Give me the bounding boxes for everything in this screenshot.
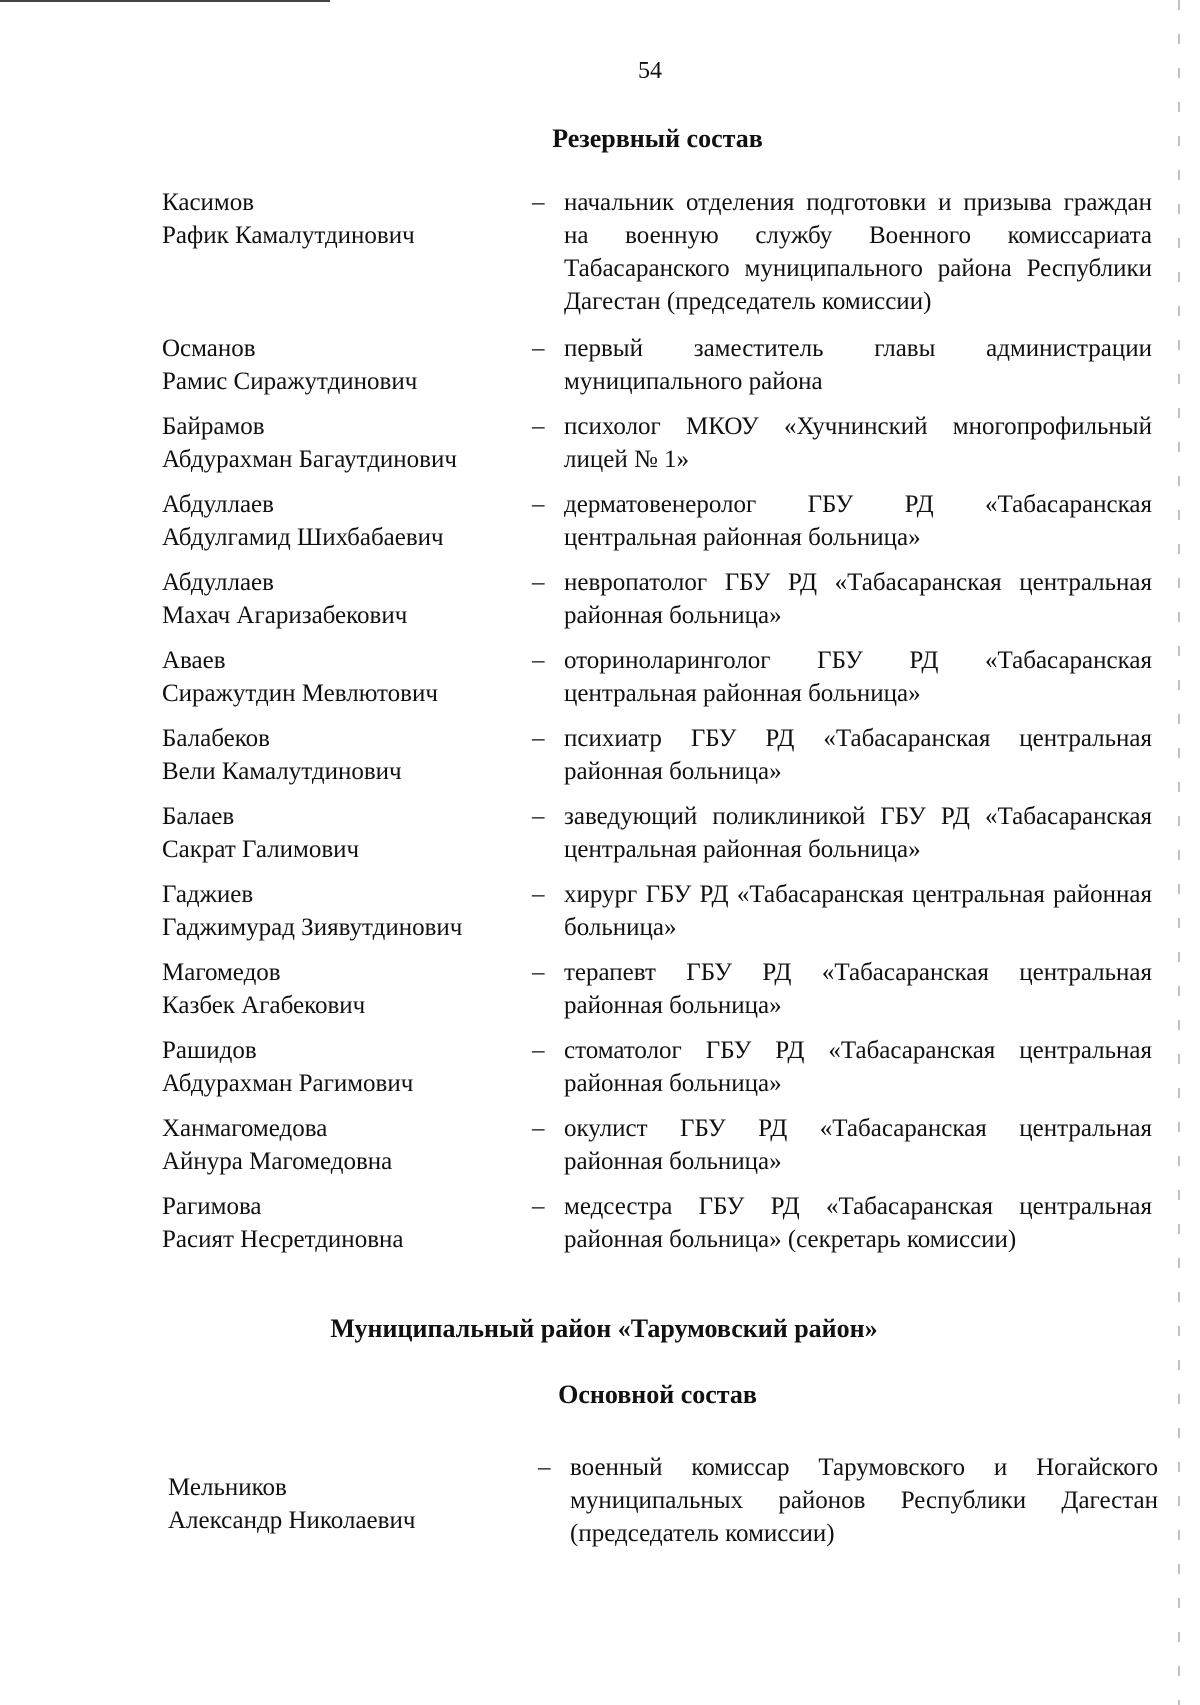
member-surname: Балабеков	[162, 725, 270, 752]
member-surname: Абдуллаев	[162, 569, 274, 596]
district-heading: Муниципальный район «Тарумовский район»	[330, 1314, 878, 1343]
member-name	[162, 956, 532, 1022]
list-item	[162, 1112, 1152, 1178]
section-heading-main: Основной состав	[558, 1380, 757, 1409]
member-given-name: Сиражутдин Мевлютович	[162, 680, 438, 707]
list-item	[162, 800, 1152, 866]
member-surname: Рагимова	[162, 1193, 262, 1220]
section-heading-reserve: Резервный состав	[552, 124, 763, 153]
list-item	[168, 1451, 1158, 1550]
member-given-name: Рамис Сиражутдинович	[162, 368, 418, 395]
member-given-name: Сакрат Галимович	[162, 836, 360, 863]
member-role: дерматовенеролог ГБУ РД «Табасаранская центральная районная больница»	[564, 491, 1152, 551]
dash-separator: –	[532, 1115, 545, 1142]
member-name	[162, 186, 532, 252]
dash-separator: –	[538, 1454, 551, 1481]
member-role: оториноларинголог ГБУ РД «Табасаранская центральная районная больница»	[564, 647, 1152, 707]
dash-separator: –	[532, 881, 545, 908]
member-given-name: Рафик Камалутдинович	[162, 222, 415, 249]
dash-separator: –	[532, 803, 545, 830]
list-item	[162, 1190, 1152, 1256]
dash-separator: –	[532, 335, 545, 362]
member-name	[162, 488, 532, 554]
member-role: заведующий поликлиникой ГБУ РД «Табасаранская центральная районная больница»	[564, 803, 1152, 863]
list-item	[162, 410, 1152, 476]
member-name	[162, 566, 532, 632]
dash-separator: –	[532, 1193, 545, 1220]
member-name	[168, 1451, 538, 1537]
dash-separator: –	[532, 413, 545, 440]
member-given-name: Абдурахман Рагимович	[162, 1070, 414, 1097]
list-item	[162, 956, 1152, 1022]
list-item	[162, 332, 1152, 398]
member-name	[162, 1034, 532, 1100]
member-name	[162, 722, 532, 788]
member-surname: Ханмагомедова	[162, 1115, 328, 1142]
dash-separator: –	[532, 1037, 545, 1064]
dash-separator: –	[532, 959, 545, 986]
list-item	[162, 566, 1152, 632]
member-given-name: Абдулгамид Шихбабаевич	[162, 524, 444, 551]
dash-separator: –	[532, 491, 545, 518]
member-role: психолог МКОУ «Хучнинский многопрофильный лицей № 1»	[564, 413, 1152, 473]
member-role: хирург ГБУ РД «Табасаранская центральная районная больница»	[564, 881, 1152, 941]
list-item	[162, 644, 1152, 710]
list-item	[162, 722, 1152, 788]
member-surname: Мельников	[168, 1474, 287, 1501]
dash-separator: –	[532, 647, 545, 674]
main-members-list	[168, 1451, 1158, 1562]
reserve-members-list	[162, 186, 1152, 1268]
dash-separator: –	[532, 725, 545, 752]
member-surname: Балаев	[162, 803, 235, 830]
member-role: терапевт ГБУ РД «Табасаранская центральная районная больница»	[564, 959, 1152, 1019]
member-given-name: Вели Камалутдинович	[162, 758, 402, 785]
member-surname: Магомедов	[162, 959, 281, 986]
list-item	[162, 1034, 1152, 1100]
member-given-name: Александр Николаевич	[168, 1507, 416, 1534]
member-given-name: Казбек Агабекович	[162, 992, 366, 1019]
member-surname: Аваев	[162, 647, 226, 674]
member-given-name: Расият Несретдиновна	[162, 1226, 404, 1253]
scan-edge-marks	[1178, 0, 1180, 1705]
member-role: стоматолог ГБУ РД «Табасаранская центральная районная больница»	[564, 1037, 1152, 1097]
member-role: психиатр ГБУ РД «Табасаранская центральная районная больница»	[564, 725, 1152, 785]
member-given-name: Махач Агаризабекович	[162, 602, 408, 629]
member-role: первый заместитель главы администрации муниципального района	[564, 335, 1152, 395]
member-given-name: Абдурахман Багаутдинович	[162, 446, 457, 473]
member-name	[162, 1112, 532, 1178]
member-role: военный комиссар Тарумовского и Ногайского муниципальных районов Республики Дагестан (председатель комиссии)	[570, 1454, 1158, 1547]
member-role: невропатолог ГБУ РД «Табасаранская центральная районная больница»	[564, 569, 1152, 629]
member-surname: Байрамов	[162, 413, 265, 440]
member-name	[162, 644, 532, 710]
member-name	[162, 410, 532, 476]
member-name	[162, 878, 532, 944]
member-name	[162, 332, 532, 398]
member-given-name: Айнура Магомедовна	[162, 1148, 393, 1175]
member-given-name: Гаджимурад Зиявутдинович	[162, 914, 463, 941]
member-role: окулист ГБУ РД «Табасаранская центральная районная больница»	[564, 1115, 1152, 1175]
dash-separator: –	[532, 189, 545, 216]
scan-edge-line	[0, 0, 330, 2]
page-number: 54	[638, 58, 662, 84]
member-surname: Гаджиев	[162, 881, 254, 908]
member-surname: Рашидов	[162, 1037, 257, 1064]
list-item	[162, 186, 1152, 318]
member-name	[162, 800, 532, 866]
member-surname: Абдуллаев	[162, 491, 274, 518]
member-surname: Касимов	[162, 189, 255, 216]
member-role: начальник отделения подготовки и призыва граждан на военную службу Военного комиссариата Табасаранского муниципального района Республики Дагестан (председатель комиссии)	[564, 189, 1152, 315]
member-role: медсестра ГБУ РД «Табасаранская центральная районная больница» (секретарь комиссии)	[564, 1193, 1152, 1253]
list-item	[162, 488, 1152, 554]
dash-separator: –	[532, 569, 545, 596]
member-surname: Османов	[162, 335, 256, 362]
list-item	[162, 878, 1152, 944]
member-name	[162, 1190, 532, 1256]
